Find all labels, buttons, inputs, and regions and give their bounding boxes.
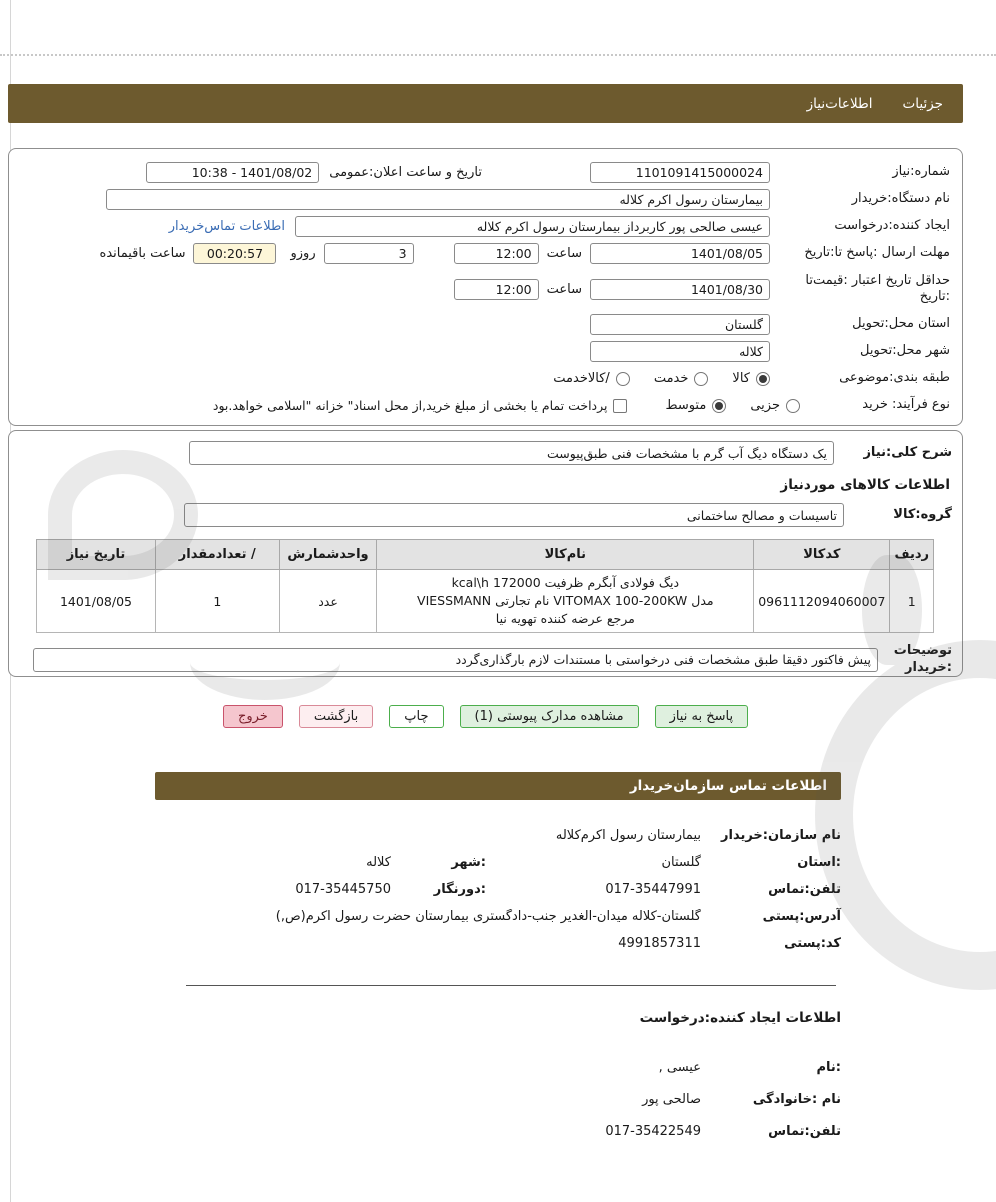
cell-quantity: 1 xyxy=(155,570,279,633)
buyer-contact-link[interactable]: اطلاعات تماس‌خریدار xyxy=(168,219,285,234)
radio-medium[interactable] xyxy=(712,399,726,413)
row-validity xyxy=(21,267,950,311)
creator-input[interactable]: عیسی صالحی پور کاربرداز بیمارستان رسول اکرم کلاله xyxy=(295,216,770,237)
creator-label: ایجاد کننده:درخواست xyxy=(834,218,950,234)
row-buyer-notes xyxy=(19,643,952,676)
delivery-city-input[interactable]: کلاله xyxy=(590,341,770,362)
radio-minor-label: جزیی xyxy=(750,398,780,413)
remaining-days-input: 3 xyxy=(324,243,414,264)
items-table xyxy=(36,539,934,633)
row-need-number xyxy=(21,159,950,186)
treasury-label: پرداخت تمام یا بخشی از مبلغ خرید,از محل اسناد" خزانه "اسلامی خواهد.بود xyxy=(212,398,608,413)
col-quantity: / تعدادمقدار xyxy=(155,540,279,570)
radio-goods[interactable] xyxy=(756,372,770,386)
contact-section-header: اطلاعات تماس سازمان‌خریدار xyxy=(155,772,841,800)
row-creator-phone xyxy=(155,1116,841,1146)
row-city xyxy=(21,338,950,365)
row-goods-group xyxy=(19,501,952,529)
contact-section xyxy=(155,822,841,1146)
cell-unit: عدد xyxy=(279,570,377,633)
row-creator xyxy=(21,213,950,240)
table-row xyxy=(37,570,934,633)
announce-label: تاریخ و ساعت اعلان:عمومی xyxy=(329,165,482,180)
contact-phone-value: 017-35447991 xyxy=(605,882,701,897)
delivery-province-input[interactable]: گلستان xyxy=(590,314,770,335)
treasury-checkbox[interactable] xyxy=(613,399,627,413)
watermark-ring-icon xyxy=(815,640,996,990)
buyer-notes-label: توضیحات :خریدار xyxy=(893,643,952,675)
cell-need-date: 1401/08/05 xyxy=(37,570,156,633)
need-desc-label: شرح کلی:نیاز xyxy=(863,444,952,460)
goods-group-input[interactable]: تاسیسات و مصالح ساختمانی xyxy=(184,503,844,527)
view-attachments-button[interactable]: مشاهده مدارک پیوستی (1) xyxy=(460,705,639,728)
tab-need-info[interactable]: اطلاعات‌نیاز xyxy=(806,95,873,112)
request-info-panel xyxy=(8,148,963,426)
deadline-label: مهلت ارسال :پاسخ تا:تاریخ xyxy=(804,245,950,261)
row-process-type xyxy=(21,392,950,419)
col-unit: واحدشمارش xyxy=(279,540,377,570)
print-button[interactable]: چاپ xyxy=(389,705,443,728)
contact-address-value: گلستان-کلاله میدان-الغدیر جنب-دادگستری بیمارستان حضرت رسول اکرم(ص,) xyxy=(275,909,701,924)
postal-code-label: کد:پستی xyxy=(784,936,841,951)
cell-item-name: دیگ فولادی آبگرم ظرفیت 172000 kcal\h مدل VITOMAX 100-200KW نام تجارتی VIESSMANN مرجع عرضه کننده تهویه نیا xyxy=(377,570,754,633)
contact-city-label: :شهر xyxy=(451,855,486,870)
col-need-date: تاریخ نیاز xyxy=(37,540,156,570)
tab-details[interactable]: جزئیات xyxy=(902,95,943,112)
deadline-time-label: ساعت xyxy=(546,246,582,261)
reply-button[interactable]: پاسخ به نیاز xyxy=(655,705,749,728)
contact-phone-label: تلفن:تماس xyxy=(768,882,841,897)
category-label: طبقه بندی:موضوعی xyxy=(839,370,950,386)
validity-time-input[interactable]: 12:00 xyxy=(454,279,539,300)
last-name-label: نام :خانوادگی xyxy=(752,1091,841,1107)
last-name-value: صالحی پور xyxy=(642,1091,701,1107)
top-dotted-divider xyxy=(0,54,996,56)
row-phone-fax xyxy=(155,876,841,903)
row-first-name xyxy=(155,1052,841,1082)
validity-date-input[interactable]: 1401/08/30 xyxy=(590,279,770,300)
creator-section-heading: اطلاعات ایجاد کننده:درخواست xyxy=(639,1010,841,1026)
col-row-number: ردیف xyxy=(890,540,934,570)
radio-medium-label: متوسط xyxy=(665,398,707,413)
row-org-name xyxy=(155,822,841,849)
col-item-name: نام‌کالا xyxy=(377,540,754,570)
tab-bar xyxy=(8,84,963,123)
radio-service-label: خدمت xyxy=(653,371,689,386)
remaining-hours-label: ساعت باقیمانده xyxy=(99,246,186,261)
contact-address-label: آدرس:پستی xyxy=(762,909,841,924)
cell-item-code: 0961112094060007 xyxy=(754,570,890,633)
deadline-date-input[interactable]: 1401/08/05 xyxy=(590,243,770,264)
buyer-name-input[interactable]: بیمارستان رسول اکرم کلاله xyxy=(106,189,770,210)
first-name-label: :نام xyxy=(816,1059,841,1075)
contact-province-label: :استان xyxy=(797,855,841,870)
action-buttons xyxy=(8,705,963,728)
radio-goods-service[interactable] xyxy=(616,372,630,386)
row-last-name xyxy=(155,1084,841,1114)
buyer-notes-input[interactable]: پیش فاکتور دقیقا طبق مشخصات فنی درخواستی با مستندات لازم بارگذاری‌گردد xyxy=(33,648,878,672)
back-button[interactable]: بازگشت xyxy=(299,705,373,728)
row-category xyxy=(21,365,950,392)
exit-button[interactable]: خروج xyxy=(223,705,283,728)
need-items-panel xyxy=(8,430,963,677)
buyer-name-label: نام دستگاه:خریدار xyxy=(851,191,950,207)
cell-row-number: 1 xyxy=(890,570,934,633)
row-province-city xyxy=(155,849,841,876)
postal-code-value: 4991857311 xyxy=(618,936,701,951)
need-number-label: شماره:نیاز xyxy=(892,164,950,180)
creator-phone-label: تلفن:تماس xyxy=(768,1123,841,1139)
section-divider xyxy=(186,985,836,986)
row-province xyxy=(21,311,950,338)
contact-city-value: کلاله xyxy=(366,855,391,870)
radio-goods-label: کالا xyxy=(732,371,750,386)
goods-group-label: گروه:کالا xyxy=(893,506,952,522)
remaining-days-label: روزو xyxy=(290,246,316,261)
radio-service[interactable] xyxy=(694,372,708,386)
row-need-desc xyxy=(19,439,952,467)
org-name-value: بیمارستان رسول اکرم‌کلاله xyxy=(555,828,701,843)
items-heading: اطلاعات کالاهای موردنیاز xyxy=(780,477,950,493)
radio-goods-service-label: /کالاخدمت xyxy=(553,371,610,386)
announce-datetime-input[interactable]: 10:38 - 1401/08/02 xyxy=(146,162,319,183)
org-name-label: نام سازمان:خریدار xyxy=(721,828,841,843)
row-deadline xyxy=(21,240,950,267)
creator-phone-value: 017-35422549 xyxy=(605,1123,701,1139)
first-name-value: عیسی , xyxy=(658,1059,701,1075)
delivery-city-label: شهر محل:تحویل xyxy=(860,343,950,359)
contact-fax-label: :دورنگار xyxy=(433,882,486,897)
row-buyer-name xyxy=(21,186,950,213)
process-type-label: نوع فرآیند: خرید xyxy=(862,397,950,413)
contact-fax-value: 017-35445750 xyxy=(295,882,391,897)
validity-time-label: ساعت xyxy=(546,281,582,297)
countdown-timer: 00:20:57 xyxy=(193,243,276,264)
validity-label: حداقل تاریخ اعتبار :قیمت‌تا :تاریخ xyxy=(805,272,950,304)
row-postal-code xyxy=(155,930,841,957)
col-item-code: کدکالا xyxy=(754,540,890,570)
contact-province-value: گلستان xyxy=(661,855,701,870)
row-address xyxy=(155,903,841,930)
delivery-province-label: استان محل:تحویل xyxy=(852,316,950,332)
radio-minor[interactable] xyxy=(786,399,800,413)
items-table-header-row xyxy=(37,540,934,570)
need-desc-input[interactable]: یک دستگاه دیگ آب گرم با مشخصات فنی طبق‌پیوست xyxy=(189,441,834,465)
need-number-input[interactable]: 1101091415000024 xyxy=(590,162,770,183)
deadline-time-input[interactable]: 12:00 xyxy=(454,243,539,264)
